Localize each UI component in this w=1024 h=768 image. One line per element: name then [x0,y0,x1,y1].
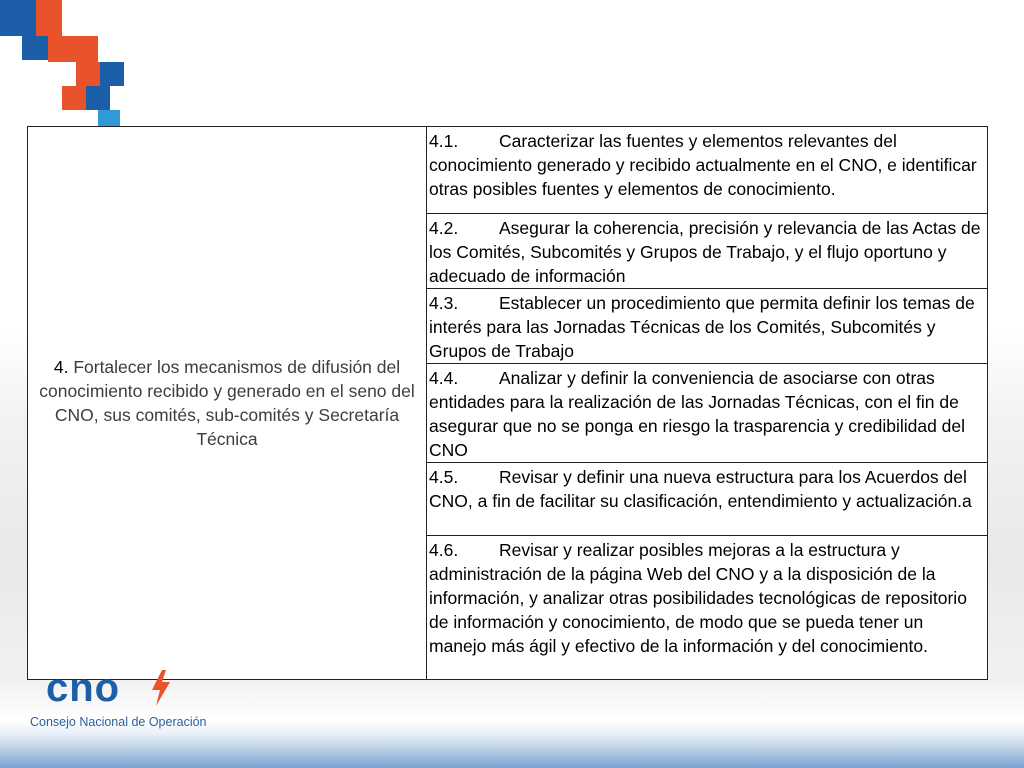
action-item-text: Caracterizar las fuentes y elementos relevantes del conocimiento generado y recibido actualmente en el CNO, e identificar otras posibles fuentes y elementos de conocimiento. [429,131,977,199]
action-item-text: Analizar y definir la conveniencia de asociarse con otras entidades para la realización de las Jornadas Técnicas, con el fin de asegurar que no se ponga en riesgo la trasparencia y credibilidad del CNO [429,368,966,460]
cno-logo [46,668,186,714]
objective-cell [28,127,427,680]
objective-text: Fortalecer los mecanismos de difusión del conocimiento recibido y generado en el seno del CNO, sus comités, sub-comités y Secretaría Técnica [39,357,415,449]
action-item [427,536,988,680]
action-item-number: 4.3. [429,293,459,313]
logo-wordmark: cno [46,666,121,710]
action-item [427,289,988,364]
action-item-text: Revisar y definir una nueva estructura para los Acuerdos del CNO, a fin de facilitar su clasificación, entendimiento y actualización.a [429,467,972,511]
action-item-text: Asegurar la coherencia, precisión y relevancia de las Actas de los Comités, Subcomités y Grupos de Trabajo, y el flujo oportuno y adecuado de información [429,218,981,286]
action-item [427,214,988,289]
action-item-text: Revisar y realizar posibles mejoras a la estructura y administración de la página Web del CNO y a la disposición de la información, y analizar otras posibilidades tecnológicas de repositorio de información y conocimiento, de modo que se pueda tener un manejo más ágil y efectivo de la información y del conocimiento. [429,540,967,656]
action-item-number: 4.2. [429,218,459,238]
action-item-number: 4.5. [429,467,459,487]
action-item [427,463,988,536]
action-item-number: 4.6. [429,540,459,560]
action-item-number: 4.1. [429,131,459,151]
objectives-table [27,126,988,680]
logo-caption: Consejo Nacional de Operación [30,715,207,729]
action-item [427,127,988,214]
objective-number: 4. [53,357,69,377]
lightning-bolt-icon [150,670,172,706]
action-item [427,364,988,463]
action-item-number: 4.4. [429,368,459,388]
action-item-text: Establecer un procedimiento que permita definir los temas de interés para las Jornadas Técnicas de los Comités, Subcomités y Grupos de Trabajo [429,293,975,361]
